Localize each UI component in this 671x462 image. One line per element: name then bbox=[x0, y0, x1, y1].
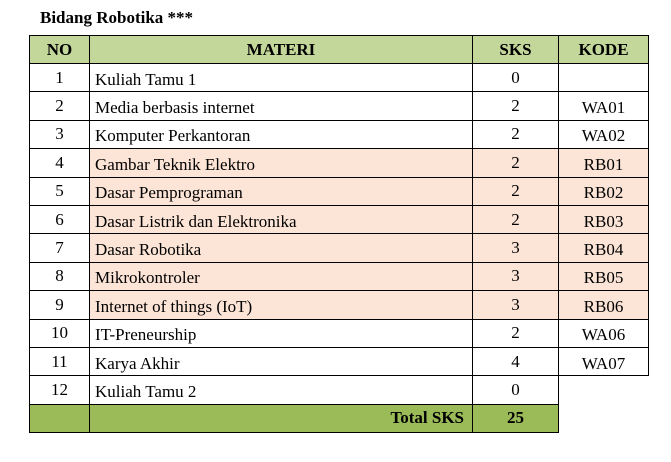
row-number: 8 bbox=[30, 262, 90, 290]
course-code: WA06 bbox=[559, 319, 649, 347]
table-row bbox=[30, 64, 649, 92]
row-number: 12 bbox=[30, 376, 90, 404]
empty-cell bbox=[559, 404, 649, 432]
course-code: RB02 bbox=[559, 177, 649, 205]
table-row bbox=[30, 376, 649, 404]
credit-value: 3 bbox=[473, 262, 559, 290]
row-number: 3 bbox=[30, 120, 90, 148]
total-value: 25 bbox=[473, 404, 559, 432]
row-number: 2 bbox=[30, 92, 90, 120]
course-code: RB03 bbox=[559, 205, 649, 233]
course-code: RB04 bbox=[559, 234, 649, 262]
credit-value: 3 bbox=[473, 291, 559, 319]
course-name: Dasar Listrik dan Elektronika bbox=[90, 205, 473, 233]
total-label: Total SKS bbox=[90, 404, 473, 432]
row-number: 7 bbox=[30, 234, 90, 262]
column-header-materi: MATERI bbox=[90, 36, 473, 64]
course-name: Media berbasis internet bbox=[90, 92, 473, 120]
course-name: Kuliah Tamu 1 bbox=[90, 64, 473, 92]
table-row bbox=[30, 347, 649, 375]
credit-value: 2 bbox=[473, 120, 559, 148]
course-name: Internet of things (IoT) bbox=[90, 291, 473, 319]
credit-value: 2 bbox=[473, 319, 559, 347]
credit-value: 2 bbox=[473, 92, 559, 120]
course-code: RB05 bbox=[559, 262, 649, 290]
course-name: IT-Preneurship bbox=[90, 319, 473, 347]
credit-value: 2 bbox=[473, 205, 559, 233]
course-code: WA02 bbox=[559, 120, 649, 148]
page-title: Bidang Robotika *** bbox=[40, 8, 194, 27]
table-row bbox=[30, 319, 649, 347]
credit-value: 3 bbox=[473, 234, 559, 262]
table-row bbox=[30, 262, 649, 290]
row-number: 1 bbox=[30, 64, 90, 92]
table-row bbox=[30, 177, 649, 205]
table-row bbox=[30, 92, 649, 120]
table-row bbox=[30, 234, 649, 262]
table-row bbox=[30, 205, 649, 233]
course-code: RB01 bbox=[559, 149, 649, 177]
credit-value: 2 bbox=[473, 149, 559, 177]
course-name: Dasar Pemprograman bbox=[90, 177, 473, 205]
table-row bbox=[30, 120, 649, 148]
total-row bbox=[30, 404, 649, 432]
credit-value: 4 bbox=[473, 347, 559, 375]
course-name: Kuliah Tamu 2 bbox=[90, 376, 473, 404]
column-header-kode: KODE bbox=[559, 36, 649, 64]
table-row bbox=[30, 291, 649, 319]
credit-value: 2 bbox=[473, 177, 559, 205]
row-number: 4 bbox=[30, 149, 90, 177]
row-number: 10 bbox=[30, 319, 90, 347]
course-code bbox=[559, 64, 649, 92]
course-name: Komputer Perkantoran bbox=[90, 120, 473, 148]
total-label-spacer bbox=[30, 404, 90, 432]
credit-value: 0 bbox=[473, 64, 559, 92]
empty-cell bbox=[559, 376, 649, 404]
course-code: WA01 bbox=[559, 92, 649, 120]
column-header-sks: SKS bbox=[473, 36, 559, 64]
course-code: WA07 bbox=[559, 347, 649, 375]
course-table bbox=[29, 35, 649, 433]
table-row bbox=[30, 149, 649, 177]
row-number: 5 bbox=[30, 177, 90, 205]
column-header-no: NO bbox=[30, 36, 90, 64]
course-code: RB06 bbox=[559, 291, 649, 319]
course-name: Mikrokontroler bbox=[90, 262, 473, 290]
table-header-row bbox=[30, 36, 649, 64]
course-name: Karya Akhir bbox=[90, 347, 473, 375]
row-number: 6 bbox=[30, 205, 90, 233]
course-name: Gambar Teknik Elektro bbox=[90, 149, 473, 177]
row-number: 11 bbox=[30, 347, 90, 375]
credit-value: 0 bbox=[473, 376, 559, 404]
course-name: Dasar Robotika bbox=[90, 234, 473, 262]
row-number: 9 bbox=[30, 291, 90, 319]
